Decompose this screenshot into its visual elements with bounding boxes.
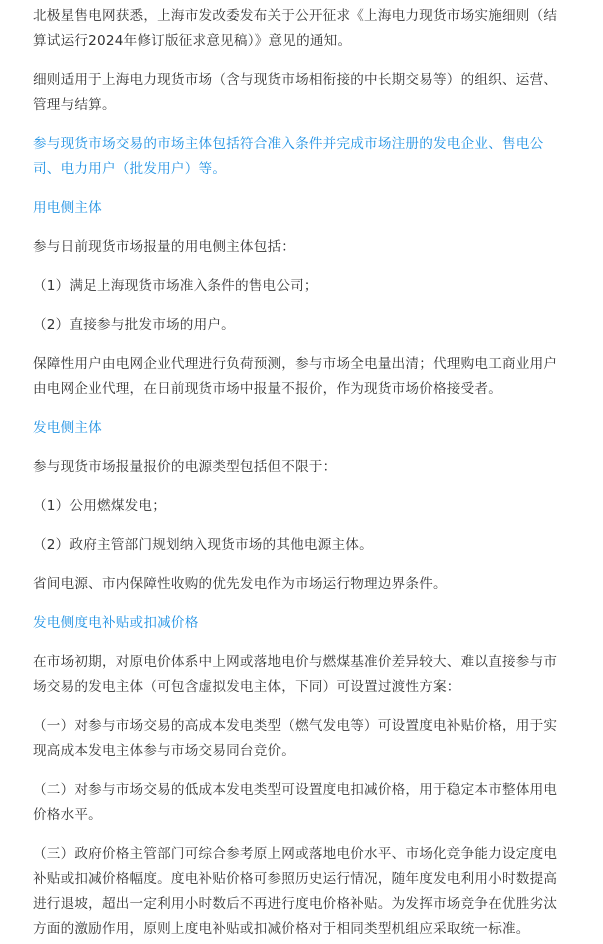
text-line: 进行退坡，超出一定利用小时数后不再进行度电价格补贴。为发挥市场竞争在优胜劣汰 (33, 896, 558, 912)
generator-item-2: （2）政府主管部门规划纳入现货市场的其他电源主体。 (33, 537, 373, 553)
text-line: 方面的激励作用，原则上度电补贴或扣减价格对于相同类型机组应采取统一标准。 (33, 921, 530, 937)
generator-item-1: （1）公用燃煤发电； (33, 498, 166, 514)
subsidy-intro (33, 650, 581, 700)
subsidy-item-3 (33, 842, 581, 942)
text-line: 在市场初期，对原电价体系中上网或落地电价与燃煤基准价差异较大、难以直接参与市 (33, 654, 558, 670)
subsidy-item-2 (33, 778, 581, 828)
section-heading-subsidy: 发电侧度电补贴或扣减价格 (33, 615, 199, 631)
text-line: 由电网企业代理，在日前现货市场中报量不报价，作为现货市场价格接受者。 (33, 381, 502, 397)
text-line: 细则适用于上海电力现货市场（含与现货市场相衔接的中长期交易等）的组织、运营、 (33, 72, 558, 88)
consumer-intro: 参与日前现货市场报量的用电侧主体包括： (33, 239, 296, 255)
generator-intro: 参与现货市场报量报价的电源类型包括但不限于： (33, 459, 337, 475)
text-line: （一）对参与市场交易的高成本发电类型（燃气发电等）可设置度电补贴价格，用于实 (33, 718, 558, 734)
participants-highlight (33, 132, 581, 182)
text-line: 参与现货市场交易的市场主体包括符合准入条件并完成市场注册的发电企业、售电公 (33, 136, 544, 152)
consumer-item-1: （1）满足上海现货市场准入条件的售电公司； (33, 278, 318, 294)
section-heading-generator: 发电侧主体 (33, 420, 102, 436)
text-line: （二）对参与市场交易的低成本发电类型可设置度电扣减价格，用于稳定本市整体用电 (33, 782, 558, 798)
text-line: 价格水平。 (33, 807, 102, 823)
text-line: 管理与结算。 (33, 97, 116, 113)
text-line: 北极星售电网获悉，上海市发改委发布关于公开征求《上海电力现货市场实施细则（结 (33, 8, 558, 24)
text-line: 补贴或扣减价格幅度。度电补贴价格可参照历史运行情况，随年度发电利用小时数提高 (33, 871, 558, 887)
consumer-note (33, 352, 581, 402)
text-line: 场交易的发电主体（可包含虚拟发电主体，下同）可设置过渡性方案： (33, 679, 461, 695)
generator-note: 省间电源、市内保障性收购的优先发电作为市场运行物理边界条件。 (33, 576, 447, 592)
section-heading-consumer: 用电侧主体 (33, 200, 102, 216)
text-line: （三）政府价格主管部门可综合参考原上网或落地电价水平、市场化竞争能力设定度电 (33, 846, 558, 862)
scope-paragraph (33, 68, 581, 118)
text-line: 现高成本发电主体参与市场交易同台竞价。 (33, 743, 296, 759)
article-body (33, 4, 581, 942)
text-line: 司、电力用户（批发用户）等。 (33, 161, 227, 177)
subsidy-item-1 (33, 714, 581, 764)
intro-paragraph (33, 4, 581, 54)
text-line: 保障性用户由电网企业代理进行负荷预测，参与市场全电量出清；代理购电工商业用户 (33, 356, 558, 372)
text-line: 算试运行2024年修订版征求意见稿）》意见的通知。 (33, 33, 352, 49)
consumer-item-2: （2）直接参与批发市场的用户。 (33, 317, 235, 333)
